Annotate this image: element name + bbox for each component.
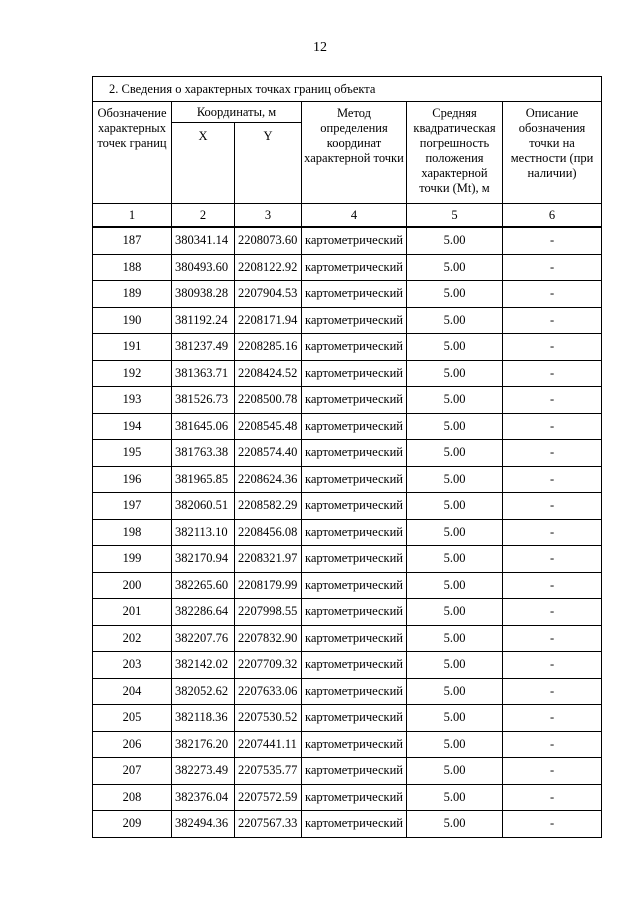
- y-cell: 2207530.52: [235, 705, 302, 732]
- header-description: Описание обозначения точки на местности (при наличии): [503, 102, 602, 204]
- point-cell: 200: [93, 572, 172, 599]
- point-cell: 196: [93, 466, 172, 493]
- y-cell: 2208545.48: [235, 413, 302, 440]
- y-cell: 2208456.08: [235, 519, 302, 546]
- description-cell: -: [503, 413, 602, 440]
- table-row: [93, 307, 602, 334]
- table-row: [93, 784, 602, 811]
- point-cell: 192: [93, 360, 172, 387]
- method-cell: картометрический: [302, 227, 407, 254]
- method-cell: картометрический: [302, 811, 407, 838]
- column-number: 4: [302, 204, 407, 228]
- description-cell: -: [503, 652, 602, 679]
- method-cell: картометрический: [302, 652, 407, 679]
- header-x: X: [172, 123, 235, 204]
- y-cell: 2208073.60: [235, 227, 302, 254]
- method-cell: картометрический: [302, 784, 407, 811]
- accuracy-cell: 5.00: [407, 440, 503, 467]
- description-cell: -: [503, 254, 602, 281]
- x-cell: 380938.28: [172, 281, 235, 308]
- point-cell: 197: [93, 493, 172, 520]
- y-cell: 2207832.90: [235, 625, 302, 652]
- point-cell: 207: [93, 758, 172, 785]
- column-number-row: [93, 204, 602, 228]
- accuracy-cell: 5.00: [407, 572, 503, 599]
- method-cell: картометрический: [302, 625, 407, 652]
- method-cell: картометрический: [302, 360, 407, 387]
- table-row: [93, 625, 602, 652]
- description-cell: -: [503, 360, 602, 387]
- y-cell: 2207904.53: [235, 281, 302, 308]
- accuracy-cell: 5.00: [407, 334, 503, 361]
- method-cell: картометрический: [302, 599, 407, 626]
- method-cell: картометрический: [302, 387, 407, 414]
- description-cell: -: [503, 705, 602, 732]
- section-title-row: [93, 77, 602, 102]
- section-title: 2. Сведения о характерных точках границ объекта: [93, 77, 602, 102]
- page-number: 12: [313, 40, 327, 55]
- x-cell: 382052.62: [172, 678, 235, 705]
- x-cell: 381192.24: [172, 307, 235, 334]
- description-cell: -: [503, 493, 602, 520]
- table-row: [93, 599, 602, 626]
- y-cell: 2208321.97: [235, 546, 302, 573]
- column-number: 3: [235, 204, 302, 228]
- table-row: [93, 705, 602, 732]
- header-method: Метод определения координат характерной точки: [302, 102, 407, 204]
- accuracy-cell: 5.00: [407, 360, 503, 387]
- point-cell: 206: [93, 731, 172, 758]
- table-row: [93, 254, 602, 281]
- column-number: 5: [407, 204, 503, 228]
- column-number: 6: [503, 204, 602, 228]
- x-cell: 382273.49: [172, 758, 235, 785]
- method-cell: картометрический: [302, 678, 407, 705]
- accuracy-cell: 5.00: [407, 519, 503, 546]
- y-cell: 2208582.29: [235, 493, 302, 520]
- x-cell: 382207.76: [172, 625, 235, 652]
- table-row: [93, 546, 602, 573]
- boundary-points-table: [92, 76, 602, 838]
- x-cell: 382118.36: [172, 705, 235, 732]
- accuracy-cell: 5.00: [407, 546, 503, 573]
- y-cell: 2207633.06: [235, 678, 302, 705]
- table-row: [93, 652, 602, 679]
- table-row: [93, 281, 602, 308]
- table-row: [93, 227, 602, 254]
- table-row: [93, 413, 602, 440]
- y-cell: 2207709.32: [235, 652, 302, 679]
- method-cell: картометрический: [302, 413, 407, 440]
- y-cell: 2207441.11: [235, 731, 302, 758]
- method-cell: картометрический: [302, 731, 407, 758]
- point-cell: 208: [93, 784, 172, 811]
- x-cell: 382494.36: [172, 811, 235, 838]
- table-row: [93, 731, 602, 758]
- x-cell: 381645.06: [172, 413, 235, 440]
- point-cell: 199: [93, 546, 172, 573]
- accuracy-cell: 5.00: [407, 307, 503, 334]
- description-cell: -: [503, 387, 602, 414]
- point-cell: 204: [93, 678, 172, 705]
- y-cell: 2208424.52: [235, 360, 302, 387]
- accuracy-cell: 5.00: [407, 466, 503, 493]
- description-cell: -: [503, 334, 602, 361]
- point-cell: 189: [93, 281, 172, 308]
- accuracy-cell: 5.00: [407, 731, 503, 758]
- method-cell: картометрический: [302, 572, 407, 599]
- table-row: [93, 758, 602, 785]
- method-cell: картометрический: [302, 307, 407, 334]
- point-cell: 209: [93, 811, 172, 838]
- description-cell: -: [503, 572, 602, 599]
- y-cell: 2208500.78: [235, 387, 302, 414]
- description-cell: -: [503, 519, 602, 546]
- accuracy-cell: 5.00: [407, 652, 503, 679]
- point-cell: 203: [93, 652, 172, 679]
- point-cell: 201: [93, 599, 172, 626]
- x-cell: 380493.60: [172, 254, 235, 281]
- table-row: [93, 360, 602, 387]
- description-cell: -: [503, 440, 602, 467]
- accuracy-cell: 5.00: [407, 758, 503, 785]
- x-cell: 382176.20: [172, 731, 235, 758]
- x-cell: 382376.04: [172, 784, 235, 811]
- header-y: Y: [235, 123, 302, 204]
- header-designation: Обозначение характерных точек границ: [93, 102, 172, 204]
- point-cell: 194: [93, 413, 172, 440]
- table-row: [93, 440, 602, 467]
- header-row: [93, 102, 602, 123]
- point-cell: 198: [93, 519, 172, 546]
- accuracy-cell: 5.00: [407, 493, 503, 520]
- point-cell: 193: [93, 387, 172, 414]
- accuracy-cell: 5.00: [407, 705, 503, 732]
- accuracy-cell: 5.00: [407, 227, 503, 254]
- description-cell: -: [503, 625, 602, 652]
- description-cell: -: [503, 599, 602, 626]
- y-cell: 2208179.99: [235, 572, 302, 599]
- point-cell: 205: [93, 705, 172, 732]
- x-cell: 381965.85: [172, 466, 235, 493]
- description-cell: -: [503, 466, 602, 493]
- method-cell: картометрический: [302, 281, 407, 308]
- accuracy-cell: 5.00: [407, 625, 503, 652]
- accuracy-cell: 5.00: [407, 387, 503, 414]
- point-cell: 187: [93, 227, 172, 254]
- y-cell: 2207998.55: [235, 599, 302, 626]
- description-cell: -: [503, 758, 602, 785]
- point-cell: 190: [93, 307, 172, 334]
- point-cell: 202: [93, 625, 172, 652]
- table-row: [93, 493, 602, 520]
- table-row: [93, 519, 602, 546]
- description-cell: -: [503, 678, 602, 705]
- header-coordinates: Координаты, м: [172, 102, 302, 123]
- description-cell: -: [503, 784, 602, 811]
- y-cell: 2208574.40: [235, 440, 302, 467]
- table-row: [93, 572, 602, 599]
- x-cell: 382142.02: [172, 652, 235, 679]
- accuracy-cell: 5.00: [407, 281, 503, 308]
- accuracy-cell: 5.00: [407, 784, 503, 811]
- x-cell: 382113.10: [172, 519, 235, 546]
- accuracy-cell: 5.00: [407, 413, 503, 440]
- point-cell: 191: [93, 334, 172, 361]
- method-cell: картометрический: [302, 546, 407, 573]
- method-cell: картометрический: [302, 254, 407, 281]
- x-cell: 382060.51: [172, 493, 235, 520]
- method-cell: картометрический: [302, 758, 407, 785]
- method-cell: картометрический: [302, 519, 407, 546]
- x-cell: 380341.14: [172, 227, 235, 254]
- accuracy-cell: 5.00: [407, 599, 503, 626]
- accuracy-cell: 5.00: [407, 678, 503, 705]
- x-cell: 381526.73: [172, 387, 235, 414]
- table-row: [93, 466, 602, 493]
- point-cell: 188: [93, 254, 172, 281]
- description-cell: -: [503, 281, 602, 308]
- y-cell: 2207567.33: [235, 811, 302, 838]
- x-cell: 381763.38: [172, 440, 235, 467]
- y-cell: 2208171.94: [235, 307, 302, 334]
- x-cell: 382286.64: [172, 599, 235, 626]
- column-number: 1: [93, 204, 172, 228]
- method-cell: картометрический: [302, 705, 407, 732]
- description-cell: -: [503, 307, 602, 334]
- x-cell: 382265.60: [172, 572, 235, 599]
- description-cell: -: [503, 546, 602, 573]
- method-cell: картометрический: [302, 466, 407, 493]
- point-cell: 195: [93, 440, 172, 467]
- header-accuracy: Средняя квадратическая погрешность положения характерной точки (Mt), м: [407, 102, 503, 204]
- y-cell: 2208624.36: [235, 466, 302, 493]
- description-cell: -: [503, 227, 602, 254]
- y-cell: 2208285.16: [235, 334, 302, 361]
- table-row: [93, 811, 602, 838]
- column-number: 2: [172, 204, 235, 228]
- description-cell: -: [503, 811, 602, 838]
- y-cell: 2207535.77: [235, 758, 302, 785]
- accuracy-cell: 5.00: [407, 254, 503, 281]
- method-cell: картометрический: [302, 334, 407, 361]
- x-cell: 382170.94: [172, 546, 235, 573]
- table-row: [93, 678, 602, 705]
- method-cell: картометрический: [302, 493, 407, 520]
- y-cell: 2208122.92: [235, 254, 302, 281]
- description-cell: -: [503, 731, 602, 758]
- table-row: [93, 334, 602, 361]
- table-row: [93, 387, 602, 414]
- x-cell: 381363.71: [172, 360, 235, 387]
- y-cell: 2207572.59: [235, 784, 302, 811]
- x-cell: 381237.49: [172, 334, 235, 361]
- method-cell: картометрический: [302, 440, 407, 467]
- accuracy-cell: 5.00: [407, 811, 503, 838]
